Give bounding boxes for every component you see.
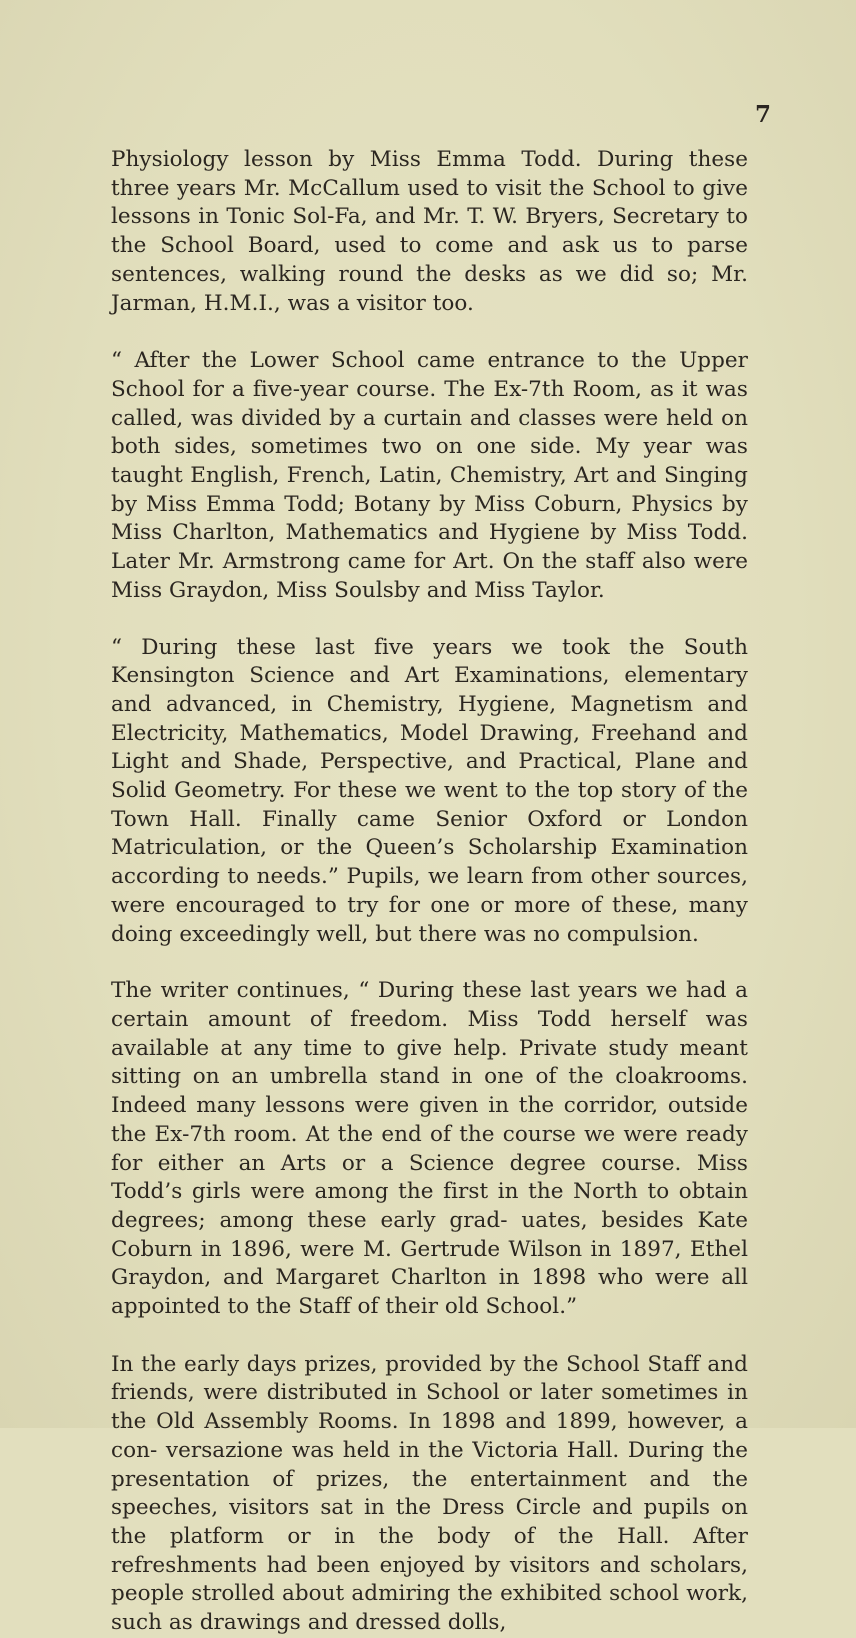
page-number: 7 [755, 101, 772, 128]
paragraph-prizes: In the early days prizes, provided by the School Staff and friends, were distributed in School or later sometimes in the Old Assembly Rooms. In 1898 and 1899, however, a con- versazione was held in the Victoria Hall. During the presentation of prizes, the entertainment and the speeches, visitors sat in the Dress Circle and pupils on the platform or in the body of the Hall. After refreshments had been enjoyed by visitors and scholars, people strolled about admiring the exhibited school work, such as drawings and dressed dolls, [111, 1351, 748, 1636]
body-text [111, 146, 748, 1638]
paragraph-physiology: Physiology lesson by Miss Emma Todd. During these three years Mr. McCallum used to visit the School to give lessons in Tonic Sol-Fa, and Mr. T. W. Bryers, Secretary to the School Board, used to come and ask us to parse sentences, walking round the desks as we did so; Mr. Jarman, H.M.I., was a visitor too. [111, 147, 748, 316]
paragraph-examinations: “ During these last five years we took the South Kensington Science and Art Examinations, elementary and advanced, in Chemistry, Hygiene, Magnetism and Electricity, Mathematics, Model Drawing, Freehand and Light and Shade, Perspective, and Practical, Plane and Solid Geometry. For these we went to the top story of the Town Hall. Finally came Senior Oxford or London Matriculation, or the Queen’s Scholarship Examination according to needs.” Pupils, we learn from other sources, were encouraged to try for one or more of these, many doing exceedingly well, but there was no compulsion. [111, 634, 748, 947]
paragraph-upper-school: “ After the Lower School came entrance to the Upper School for a five-year course. The Ex-7th Room, as it was called, was divided by a curtain and classes were held on both sides, sometimes two on one side. My year was taught English, French, Latin, Chemistry, Art and Singing by Miss Emma Todd; Botany by Miss Coburn, Physics by Miss Charlton, Mathematics and Hygiene by Miss Todd. Later Mr. Armstrong came for Art. On the staff also were Miss Graydon, Miss Soulsby and Miss Taylor. [111, 348, 748, 603]
paragraph-freedom: The writer continues, “ During these last years we had a certain amount of freedom. Miss Todd herself was available at any time to give help. Private study meant sitting on an umbrella stand in one of the cloakrooms. Indeed many lessons were given in the corridor, outside the Ex-7th room. At the end of the course we were ready for either an Arts or a Science degree course. Miss Todd’s girls were among the first in the North to obtain degrees; among these early grad- uates, besides Kate Coburn in 1896, were M. Gertrude Wilson in 1897, Ethel Graydon, and Margaret Charlton in 1898 who were all appointed to the Staff of their old School.” [111, 978, 748, 1320]
